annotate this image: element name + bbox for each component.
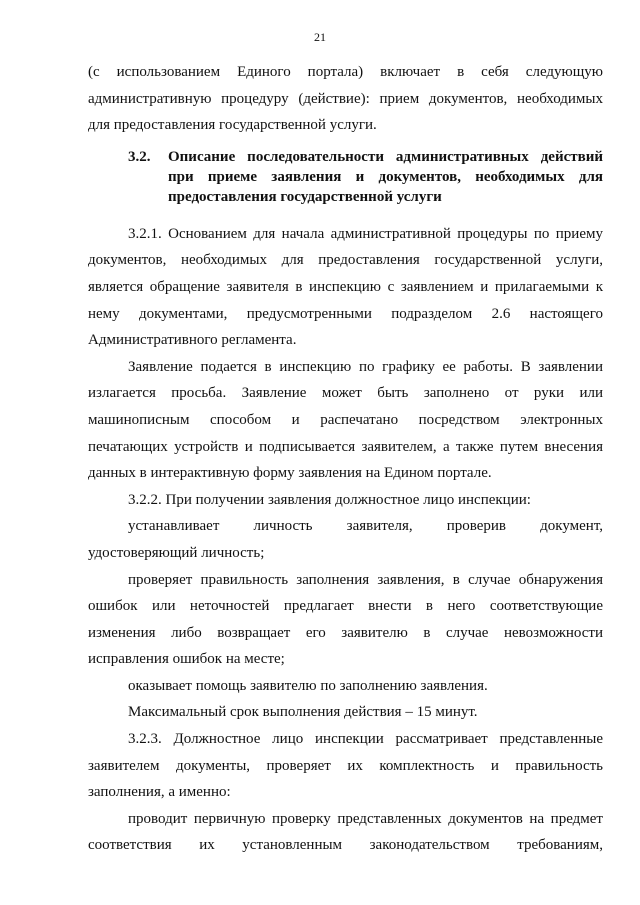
paragraph-line: ошибок или неточностей предлагает внести в него соответствующие xyxy=(88,598,603,615)
paragraph-3-2-2 xyxy=(88,487,603,514)
section-title-line: предоставления государственной услуги xyxy=(168,188,442,205)
section-title-line: Описание последовательности административных действий xyxy=(168,148,603,165)
paragraph-line: исправления ошибок на месте; xyxy=(88,651,285,668)
paragraph-line: 3.2.3. Должностное лицо инспекции рассматривает представленные xyxy=(128,731,603,748)
paragraph-application-schedule xyxy=(88,354,603,487)
paragraph-line: (с использованием Единого портала) включает в себя следующую xyxy=(88,64,603,80)
paragraph-line: для предоставления государственной услуги. xyxy=(88,117,377,134)
paragraph-line: проверяет правильность заполнения заявления, в случае обнаружения xyxy=(128,571,603,588)
section-number: 3.2. xyxy=(128,148,151,165)
paragraph-line: излагается просьба. Заявление может быть заполнено от руки или xyxy=(88,385,603,402)
paragraph-max-time xyxy=(88,699,603,726)
paragraph-assistance xyxy=(88,673,603,700)
paragraph-line: является обращение заявителя в инспекцию с заявлением и прилагаемыми к xyxy=(88,278,603,295)
page-content xyxy=(88,59,603,859)
paragraph-line: Заявление подается в инспекцию по графику ее работы. В заявлении xyxy=(128,358,603,375)
paragraph-line: 3.2.2. При получении заявления должностное лицо инспекции: xyxy=(128,491,531,508)
paragraph-3-2-1 xyxy=(88,221,603,354)
paragraph-line: проводит первичную проверку представленных документов на предмет xyxy=(128,810,603,827)
paragraph-line: машинописным способом и распечатано посредством электронных xyxy=(88,411,603,428)
paragraph-form-check xyxy=(88,567,603,673)
paragraph-line: соответствия их установленным законодательством требованиям, xyxy=(88,837,603,854)
paragraph-line: административную процедуру (действие): прием документов, необходимых xyxy=(88,90,603,107)
paragraph-line: данных в интерактивную форму заявления на Едином портале. xyxy=(88,465,492,482)
section-title-line: при приеме заявления и документов, необходимых для xyxy=(168,168,603,185)
paragraph-line: печатающих устройств и подписывается заявителем, а также путем внесения xyxy=(88,438,603,455)
paragraph-line: устанавливает личность заявителя, проверив документ, xyxy=(128,518,603,535)
page-number: 21 xyxy=(314,30,326,44)
paragraph-line: нему документами, предусмотренными подразделом 2.6 настоящего xyxy=(88,305,603,322)
paragraph-line: Максимальный срок выполнения действия – 15 минут. xyxy=(128,704,478,721)
paragraph-line: оказывает помощь заявителю по заполнению заявления. xyxy=(128,677,488,694)
paragraph-line: Административного регламента. xyxy=(88,332,297,349)
paragraph-line: заявителем документы, проверяет их комплектность и правильность xyxy=(88,757,603,774)
paragraph-line: удостоверяющий личность; xyxy=(88,544,265,561)
paragraph-line: 3.2.1. Основанием для начала административной процедуры по приему xyxy=(128,225,603,242)
intro-paragraph xyxy=(88,59,603,139)
paragraph-line: изменения либо возвращает его заявителю в случае невозможности xyxy=(88,624,603,641)
paragraph-identity-check xyxy=(88,513,603,566)
paragraph-3-2-3 xyxy=(88,726,603,806)
paragraph-line: документов, необходимых для предоставления государственной услуги, xyxy=(88,252,603,269)
paragraph-primary-check xyxy=(88,806,603,859)
section-heading xyxy=(88,147,603,207)
paragraph-line: заполнения, а именно: xyxy=(88,784,231,801)
section-title xyxy=(168,147,603,207)
